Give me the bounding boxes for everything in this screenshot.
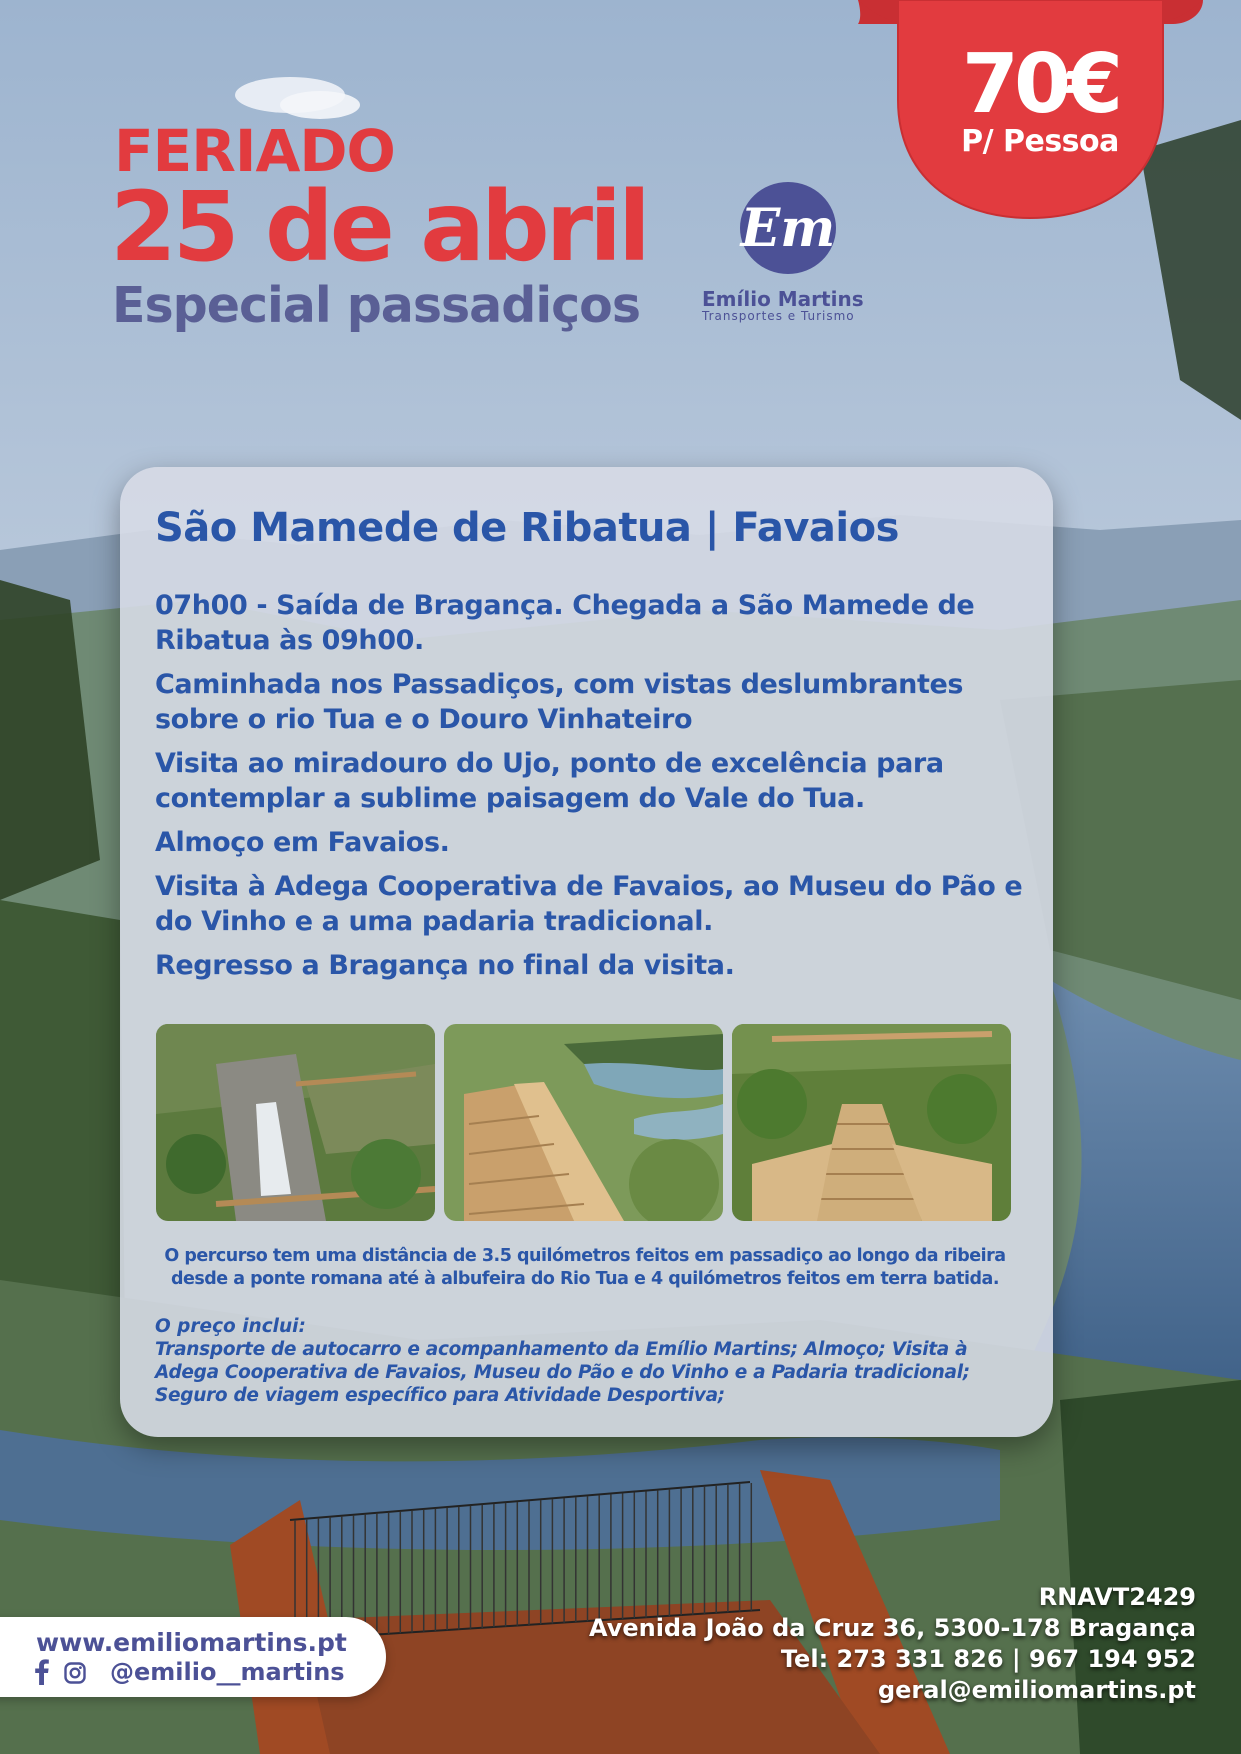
- email-link[interactable]: geral@emiliomartins.pt: [877, 1676, 1196, 1704]
- date-title: 25 de abril: [110, 171, 647, 283]
- website-link[interactable]: www.emiliomartins.pt: [36, 1628, 347, 1657]
- address: Avenida João da Cruz 36, 5300-178 Bragança: [588, 1614, 1196, 1642]
- itinerary-item: Almoço em Favaios.: [155, 827, 450, 858]
- em-logo-icon: [738, 180, 838, 276]
- itinerary-item: Visita à Adega Cooperativa de Favaios, ao Museu do Pão e do Vinho e a uma padaria tradicional.: [155, 871, 1023, 937]
- itinerary-title: São Mamede de Ribatua | Favaios: [155, 505, 899, 551]
- route-distance-note: O percurso tem uma distância de 3.5 quilómetros feitos em passadiço ao longo da ribeira desde a ponte romana até à albufeira do Rio Tua e 4 quilómetros feitos em terra batida.: [164, 1246, 1006, 1289]
- event-subtitle: Especial passadiços: [112, 277, 640, 334]
- photo-wooden-steps-forest: [732, 1024, 1011, 1221]
- photo-waterfall-walkway: [156, 1024, 435, 1221]
- price-includes-text: Transporte de autocarro e acompanhamento da Emílio Martins; Almoço; Visita à Adega Cooperativa de Favaios, Museu do Pão e do Vinho e a Padaria tradicional; Seguro de viagem específico para Atividade Desportiva;: [155, 1339, 970, 1406]
- price-amount: 70€: [961, 37, 1119, 132]
- license-number: RNAVT2429: [1038, 1583, 1196, 1611]
- logo-name: Emílio Martins: [702, 287, 864, 311]
- holiday-label: FERIADO: [114, 117, 395, 185]
- social-handle[interactable]: @emilio__martins: [110, 1658, 345, 1686]
- itinerary-list: [155, 588, 1035, 992]
- photo-wooden-stairs-river: [444, 1024, 723, 1221]
- price-per-person: P/ Pessoa: [961, 124, 1119, 159]
- instagram-icon[interactable]: [64, 1662, 86, 1684]
- itinerary-item: Regresso a Bragança no final da visita.: [155, 950, 735, 981]
- facebook-icon[interactable]: [34, 1659, 50, 1685]
- contact-block: [576, 1582, 1196, 1706]
- logo-subtitle: Transportes e Turismo: [702, 309, 855, 323]
- price-includes-heading: O preço inclui:: [155, 1316, 306, 1337]
- phone-numbers[interactable]: Tel: 273 331 826 | 967 194 952: [780, 1645, 1196, 1673]
- logo-monogram: Em: [740, 198, 836, 259]
- itinerary-item: Caminhada nos Passadiços, com vistas deslumbrantes sobre o rio Tua e o Douro Vinhateiro: [155, 669, 964, 735]
- itinerary-item: Visita ao miradouro do Ujo, ponto de excelência para contemplar a sublime paisagem do Vale do Tua.: [155, 748, 944, 814]
- itinerary-item: 07h00 - Saída de Bragança. Chegada a São Mamede de Ribatua às 09h00.: [155, 590, 975, 656]
